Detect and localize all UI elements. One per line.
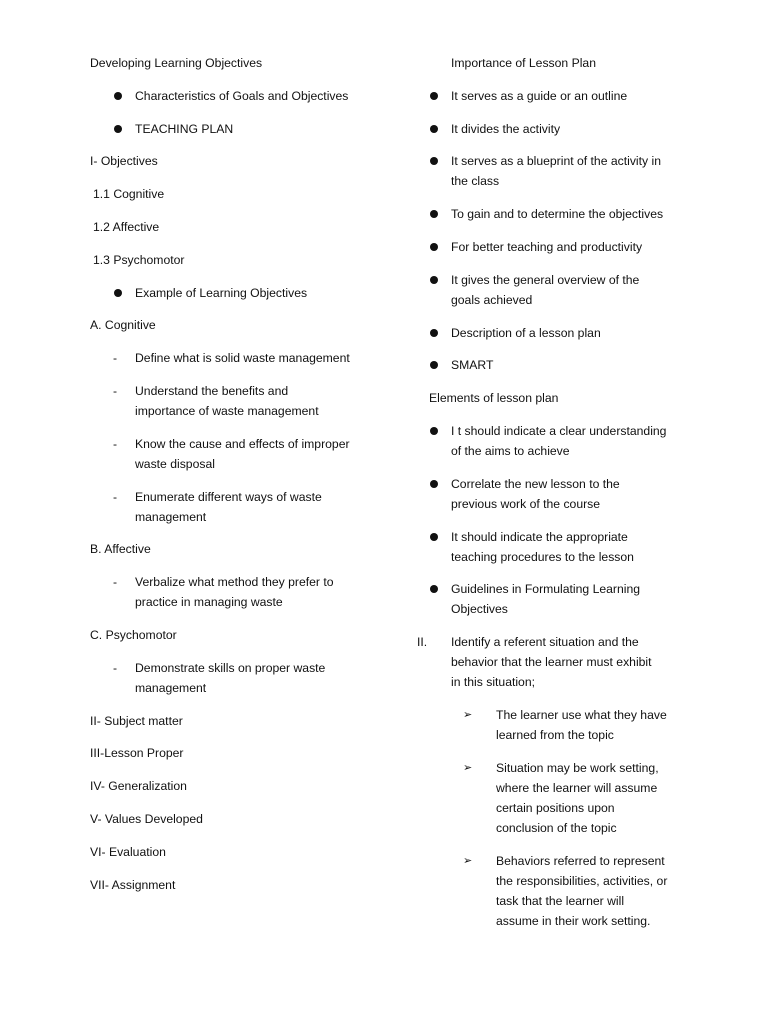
outline-heading: IV- Generalization (90, 779, 187, 794)
list-item: For better teaching and productivity (429, 237, 699, 257)
arrow-item-line: Behaviors referred to represent (496, 853, 665, 868)
dash-item: - Define what is solid waste management (90, 348, 390, 368)
list-item-line: of the aims to achieve (451, 443, 570, 458)
numbered-item-line: Identify a referent situation and the (451, 635, 639, 650)
outline-item: 1.3 Psychomotor (93, 252, 185, 267)
list-item (429, 151, 699, 191)
list-item-line: I t should indicate a clear understanding (451, 423, 667, 438)
dash-item-line: - Understand the benefits and (135, 383, 289, 398)
outline-heading: II- Subject matter (90, 713, 183, 728)
dash-item-line: - Verbalize what method they prefer to (135, 575, 334, 590)
dash-item-line: - Know the cause and effects of improper (135, 436, 350, 451)
list-item: Characteristics of Goals and Objectives (90, 86, 390, 106)
arrow-item (429, 758, 699, 838)
arrow-item-line: learned from the topic (496, 727, 614, 742)
list-item-line: Correlate the new lesson to the (451, 476, 620, 491)
list-item-line: previous work of the course (451, 496, 601, 511)
dash-item (90, 658, 390, 698)
list-item: It serves as a guide or an outline (429, 86, 699, 106)
section-title: Elements of lesson plan (429, 391, 559, 406)
arrow-item (429, 705, 699, 745)
arrow-item-line: task that the learner will (496, 893, 625, 908)
numbered-item (417, 632, 699, 692)
dash-item-line: practice in managing waste (135, 595, 283, 610)
outline-item: 1.1 Cognitive (93, 187, 165, 202)
list-item-line: It gives the general overview of the (451, 272, 640, 287)
list-item-line: teaching procedures to the lesson (451, 549, 634, 564)
outline-heading: A. Cognitive (90, 318, 156, 333)
left-column (90, 53, 390, 895)
list-item (429, 527, 699, 567)
dash-item (90, 487, 390, 527)
dash-item (90, 572, 390, 612)
list-item-line: It serves as a blueprint of the activity in (451, 154, 661, 169)
dash-item-line: - Enumerate different ways of waste (135, 489, 322, 504)
outline-heading: I- Objectives (90, 154, 158, 169)
roman-numeral: II. (417, 635, 428, 650)
list-item: To gain and to determine the objectives (429, 204, 699, 224)
arrow-item-line: the responsibilities, activities, or (496, 873, 668, 888)
list-item (429, 474, 699, 514)
arrow-bullet-icon: ➢ (463, 761, 473, 774)
list-item (429, 270, 699, 310)
list-item: SMART (429, 355, 699, 375)
dash-item-line: management (135, 509, 207, 524)
list-item-line: goals achieved (451, 292, 533, 307)
dash-item (90, 434, 390, 474)
outline-heading: V- Values Developed (90, 811, 203, 826)
arrow-item-line: certain positions upon (496, 800, 615, 815)
arrow-bullet-icon: ➢ (463, 854, 473, 867)
outline-heading: C. Psychomotor (90, 627, 177, 642)
arrow-item-line: The learner use what they have (496, 707, 667, 722)
dash-item-line: - Demonstrate skills on proper waste (135, 660, 326, 675)
arrow-item (429, 851, 699, 931)
outline-heading: B. Affective (90, 542, 151, 557)
dash-item-line: importance of waste management (135, 403, 319, 418)
list-item: Description of a lesson plan (429, 323, 699, 343)
right-column (417, 53, 699, 931)
list-item-line: Objectives (451, 602, 508, 617)
list-item: Example of Learning Objectives (90, 283, 390, 303)
dash-item-line: waste disposal (135, 456, 215, 471)
arrow-item-line: Situation may be work setting, (496, 760, 659, 775)
section-title: Importance of Lesson Plan (451, 56, 596, 70)
outline-item: 1.2 Affective (93, 219, 160, 234)
outline-heading: VI- Evaluation (90, 844, 166, 859)
outline-heading: III-Lesson Proper (90, 746, 184, 761)
list-item: It divides the activity (429, 119, 699, 139)
outline-heading: VII- Assignment (90, 877, 176, 892)
numbered-item-line: in this situation; (451, 675, 536, 690)
list-item-line: the class (451, 174, 500, 189)
arrow-item-line: where the learner will assume (496, 780, 658, 795)
dash-item (90, 381, 390, 421)
list-item-line: Guidelines in Formulating Learning (451, 582, 641, 597)
list-item (429, 579, 699, 619)
list-item-line: It should indicate the appropriate (451, 529, 628, 544)
dash-item-line: management (135, 680, 207, 695)
section-title: Developing Learning Objectives (90, 56, 263, 70)
list-item (429, 421, 699, 461)
arrow-item-line: conclusion of the topic (496, 820, 617, 835)
arrow-item-line: assume in their work setting. (496, 913, 651, 928)
arrow-bullet-icon: ➢ (463, 708, 473, 721)
list-item: TEACHING PLAN (90, 119, 390, 139)
numbered-item-line: behavior that the learner must exhibit (451, 655, 652, 670)
